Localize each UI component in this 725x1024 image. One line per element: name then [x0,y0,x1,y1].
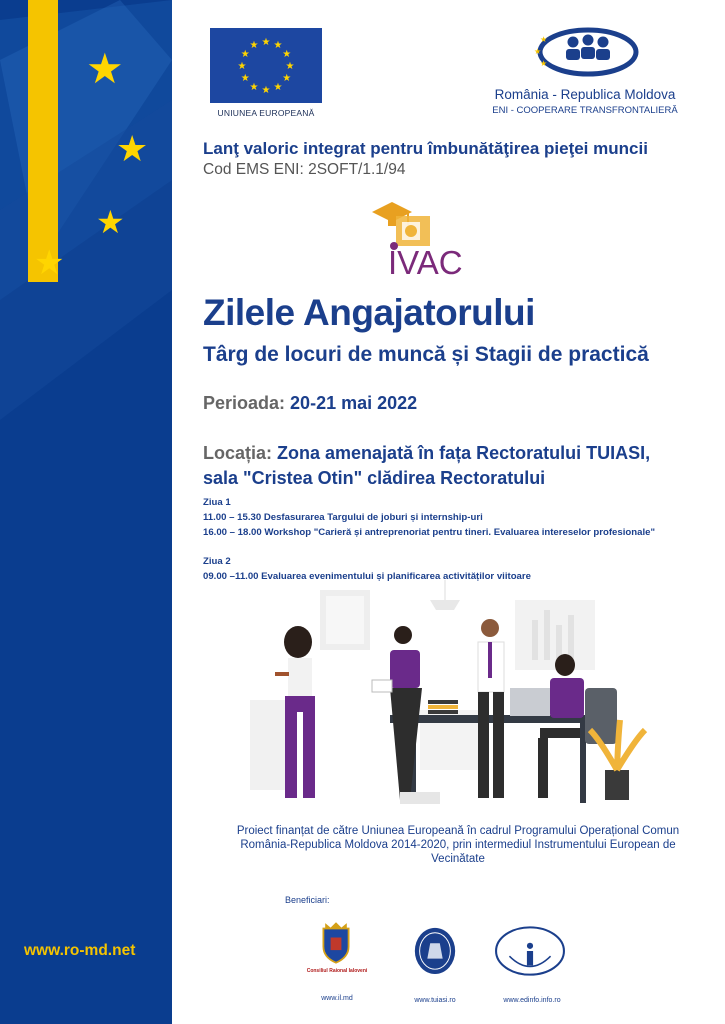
eu-star-icon: ★ [282,49,292,60]
schedule-item: 16.00 – 18.00 Workshop "Carieră și antreprenoriat pentru tineri. Evaluarea intereselor profesionale" [203,527,656,538]
schedule-item: 11.00 – 15.30 Desfasurarea Targului de joburi și internship-uri [203,512,483,523]
website-link[interactable]: www.ro-md.net [24,942,136,959]
eu-star-icon: ★ [237,61,247,72]
edinfo-logo-icon [494,925,566,977]
coat-of-arms-icon [318,918,354,966]
eu-star-icon: ★ [282,73,292,84]
beneficiary-url[interactable]: www.tuiasi.ro [414,997,456,1004]
event-period [203,393,417,414]
beneficiary-url[interactable]: www.il.md [321,995,353,1002]
day2-label: Ziua 2 [203,556,231,567]
eu-star-icon: ★ [273,81,283,93]
eu-flag-icon [210,28,322,103]
eu-label: UNIUNEA EUROPEANĂ [217,108,315,118]
period-label: Perioada: [203,393,286,413]
location-label: Locația: [203,443,273,463]
program-title: România - Republica Moldova [494,87,676,102]
project-title: Lanţ valoric integrat pentru îmbunătăţirea pieţei muncii [203,139,648,158]
funding-statement: Proiect finanțat de către Uniunea Europeană în cadrul Programului Operațional Comun România-Republica Moldova 2014-2020, prin intermediul Instrumentului European de Vecinătate [236,825,680,865]
ivac-logo-text: IVAC [388,244,463,278]
star-icon: ★ [34,243,65,283]
eu-star-icon: ★ [273,40,283,52]
program-subtitle: ENI - COOPERARE TRANSFRONTALIERĂ [492,105,678,116]
star-icon: ★ [96,203,125,241]
eu-star-icon: ★ [261,85,271,96]
yellow-bar [28,0,58,282]
eu-star-icon: ★ [240,49,250,60]
schedule-item: 09.00 –11.00 Evaluarea evenimentului și planificarea activităților viitoare [203,571,531,582]
event-title: Zilele Angajatorului [203,292,535,333]
ivac-logo-icon [358,190,468,278]
beneficiaries-label: Beneficiari: [285,895,330,905]
university-seal-icon [411,924,459,976]
svg-text:★: ★ [534,47,542,56]
beneficiary-name: Consiliul Raional Ialoveni [306,968,368,974]
eu-star-icon: ★ [285,61,295,72]
eu-star-icon: ★ [261,37,271,48]
period-value: 20-21 mai 2022 [290,393,418,413]
beneficiary-url[interactable]: www.edinfo.info.ro [503,997,561,1004]
event-subtitle: Târg de locuri de muncă și Stagii de practică [203,343,649,366]
day1-label: Ziua 1 [203,497,231,508]
eu-star-icon: ★ [240,73,250,84]
people-ring-icon [530,22,640,82]
svg-text:★: ★ [540,35,548,44]
star-icon: ★ [86,44,124,93]
location-line2: sala "Cristea Otin" clădirea Rectoratului [203,468,546,488]
eu-star-icon: ★ [249,81,259,93]
project-code: Cod EMS ENI: 2SOFT/1.1/94 [203,161,406,178]
event-location [203,443,650,464]
eu-star-icon: ★ [249,40,259,52]
location-line1: Zona amenajată în fața Rectoratului TUIASI, [277,443,651,463]
star-icon: ★ [116,129,149,170]
sidebar [0,0,172,1024]
team-meeting-illustration [240,580,665,810]
svg-text:★: ★ [540,59,548,68]
